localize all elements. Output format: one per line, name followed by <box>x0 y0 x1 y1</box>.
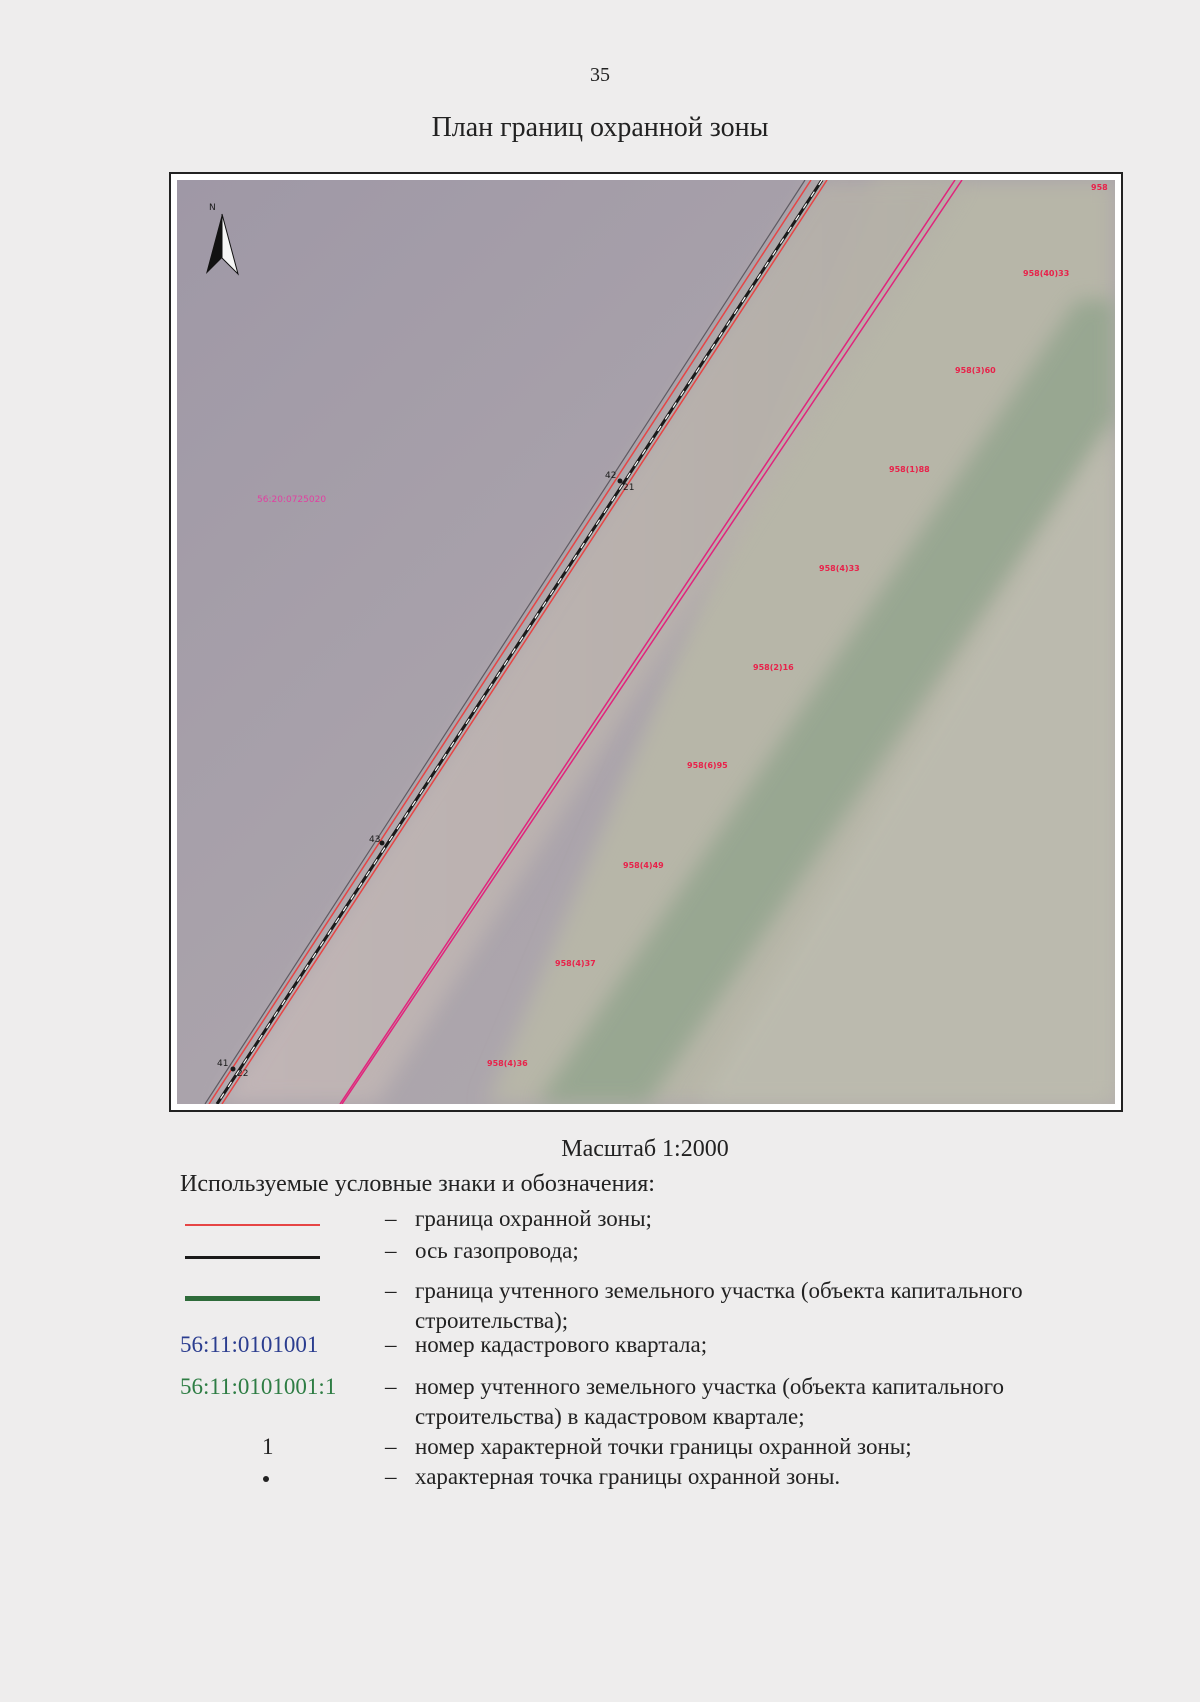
legend-text: характерная точка границы охранной зоны. <box>415 1464 841 1489</box>
legend-text: номер характерной точки границы охранной зоны; <box>415 1434 912 1459</box>
legend-dash: – <box>385 1278 397 1303</box>
page-number: 35 <box>590 64 610 86</box>
parcel-label: 958(6)95 <box>687 761 728 770</box>
quarter-code-sample: 56:11:0101001 <box>180 1332 319 1357</box>
point-label-21: 21 <box>623 483 635 493</box>
green-line-symbol <box>180 1276 370 1306</box>
legend-dash: – <box>385 1206 397 1231</box>
parcel-label: 958(4)49 <box>623 861 664 870</box>
legend-dash: – <box>385 1434 397 1459</box>
point-label-left-2: 43 <box>369 835 381 845</box>
north-label: N <box>209 203 216 213</box>
legend-text: номер кадастрового квартала; <box>415 1332 708 1357</box>
parcel-label: 958(4)37 <box>555 959 596 968</box>
parcel-label: 958(2)16 <box>753 663 794 672</box>
legend-dash: – <box>385 1332 397 1357</box>
point-dot-symbol <box>263 1476 269 1482</box>
parcel-label: 958(4)33 <box>819 564 860 573</box>
parcel-label: 958 <box>1091 183 1108 192</box>
parcel-label: 958(1)88 <box>889 465 930 474</box>
point-label-left-1: 42 <box>605 471 617 481</box>
point-number-sample: 1 <box>262 1434 274 1459</box>
legend-text: граница охранной зоны; <box>415 1206 652 1231</box>
point-label-left-3: 41 <box>217 1059 229 1069</box>
legend-dash: – <box>385 1464 397 1489</box>
map-image <box>177 180 1115 1104</box>
parcel-label: 958(4)36 <box>487 1059 528 1068</box>
legend-text: ось газопровода; <box>415 1238 579 1263</box>
parcel-code-sample: 56:11:0101001:1 <box>180 1374 337 1399</box>
parcel-label: 958(40)33 <box>1023 269 1070 278</box>
legend-dash: – <box>385 1238 397 1263</box>
point-21 <box>618 479 623 484</box>
red-line-symbol <box>180 1204 370 1234</box>
page-title: План границ охранной зоны <box>431 112 769 143</box>
legend-dash: – <box>385 1374 397 1399</box>
legend-heading: Используемые условные знаки и обозначения: <box>180 1171 655 1197</box>
black-line-symbol <box>180 1236 370 1266</box>
point-22 <box>231 1067 236 1072</box>
map-frame <box>169 172 1123 1112</box>
parcel-label: 958(3)60 <box>955 366 996 375</box>
map-scale: Масштаб 1:2000 <box>561 1136 729 1162</box>
legend-text: номер учтенного земельного участка (объекта капитального строительства) в кадастровом квартале; <box>415 1374 1004 1429</box>
point-label-22: 22 <box>237 1069 249 1079</box>
legend-text: граница учтенного земельного участка (объекта капитального строительства); <box>415 1278 1023 1333</box>
quarter-label: 56:20:0725020 <box>257 495 327 505</box>
